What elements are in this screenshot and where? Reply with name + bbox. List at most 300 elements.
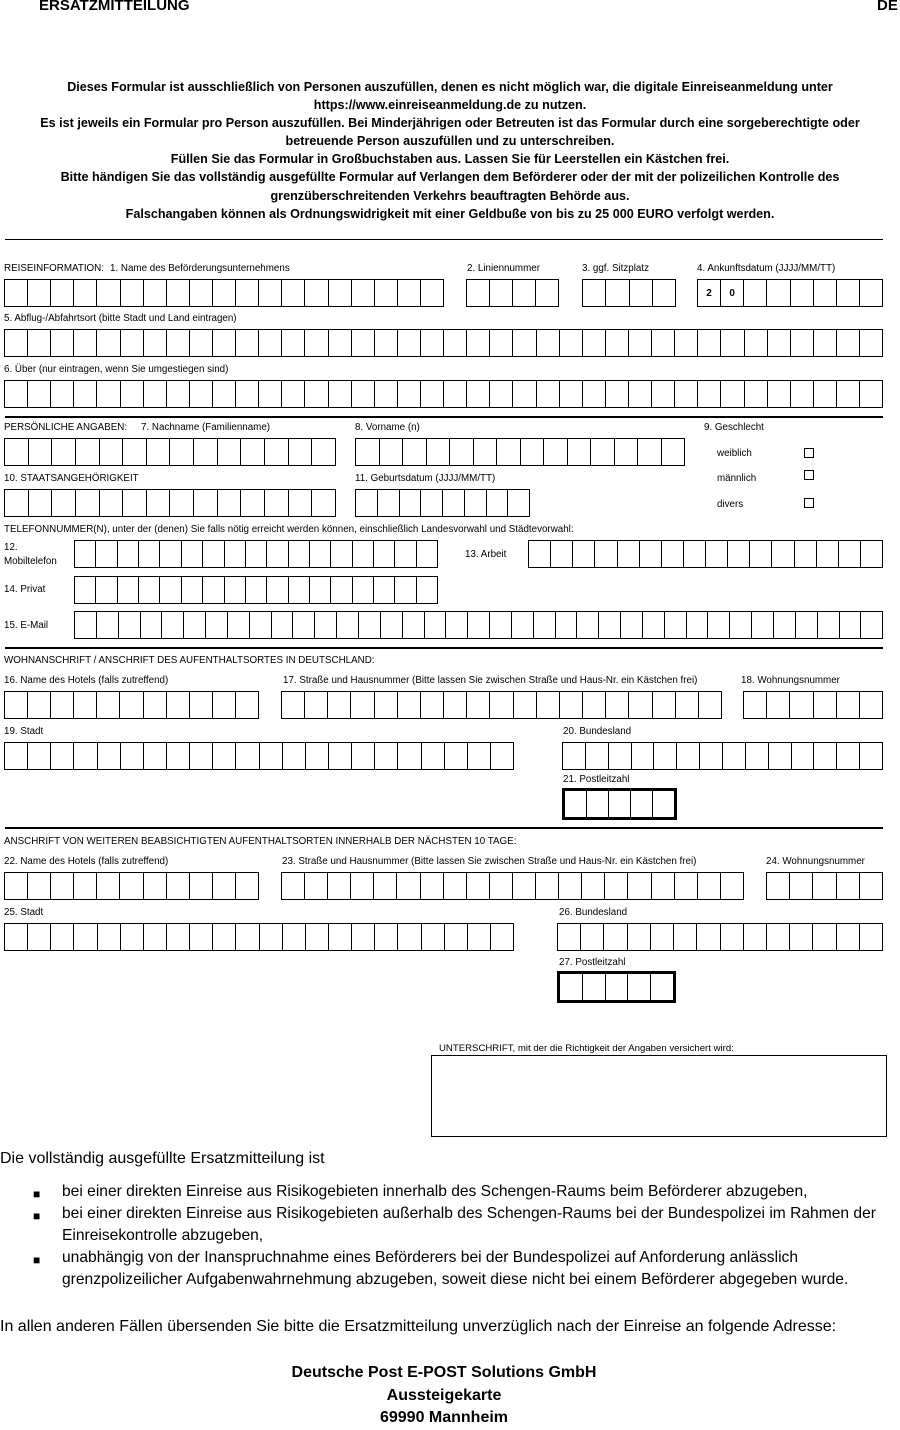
char-box[interactable] bbox=[398, 280, 421, 306]
char-box[interactable] bbox=[721, 873, 743, 899]
char-box[interactable] bbox=[795, 541, 817, 567]
city-2-input[interactable] bbox=[4, 923, 514, 951]
char-box[interactable] bbox=[265, 490, 289, 516]
char-box[interactable] bbox=[397, 873, 420, 899]
char-box[interactable] bbox=[730, 612, 752, 638]
char-box[interactable] bbox=[652, 330, 675, 356]
char-box[interactable] bbox=[609, 791, 631, 817]
char-box[interactable] bbox=[190, 280, 213, 306]
char-box[interactable] bbox=[190, 743, 213, 769]
char-box[interactable] bbox=[767, 692, 790, 718]
char-box[interactable] bbox=[583, 280, 606, 306]
char-box[interactable] bbox=[351, 873, 374, 899]
char-box[interactable] bbox=[700, 743, 723, 769]
char-box[interactable] bbox=[213, 743, 236, 769]
char-box[interactable] bbox=[861, 612, 882, 638]
char-box[interactable] bbox=[583, 330, 606, 356]
char-box[interactable] bbox=[837, 873, 860, 899]
char-box[interactable] bbox=[352, 280, 375, 306]
char-box[interactable] bbox=[618, 541, 640, 567]
char-box[interactable] bbox=[744, 280, 767, 306]
char-box[interactable] bbox=[374, 577, 395, 603]
char-box[interactable] bbox=[697, 924, 720, 950]
char-box[interactable] bbox=[595, 541, 617, 567]
char-box[interactable] bbox=[282, 692, 305, 718]
char-box[interactable] bbox=[750, 541, 772, 567]
char-box[interactable] bbox=[305, 873, 328, 899]
firstname-input[interactable] bbox=[355, 438, 685, 466]
char-box[interactable] bbox=[236, 692, 258, 718]
char-box[interactable] bbox=[5, 692, 28, 718]
char-box[interactable] bbox=[5, 330, 28, 356]
char-box[interactable] bbox=[74, 692, 97, 718]
char-box[interactable] bbox=[536, 873, 559, 899]
char-box[interactable] bbox=[267, 541, 288, 567]
char-box[interactable] bbox=[422, 924, 445, 950]
char-box[interactable] bbox=[118, 541, 139, 567]
char-box[interactable] bbox=[380, 439, 404, 465]
char-box[interactable] bbox=[746, 743, 769, 769]
char-box[interactable] bbox=[306, 743, 329, 769]
char-box[interactable] bbox=[537, 692, 560, 718]
char-box[interactable] bbox=[465, 490, 487, 516]
char-box[interactable] bbox=[790, 873, 813, 899]
char-box[interactable] bbox=[467, 280, 490, 306]
char-box[interactable] bbox=[417, 541, 437, 567]
char-box[interactable] bbox=[606, 692, 629, 718]
char-box[interactable] bbox=[446, 612, 468, 638]
char-box[interactable] bbox=[260, 743, 283, 769]
char-box[interactable] bbox=[241, 490, 265, 516]
char-box[interactable] bbox=[213, 330, 236, 356]
char-box[interactable] bbox=[236, 924, 259, 950]
char-box[interactable] bbox=[5, 873, 28, 899]
char-box[interactable] bbox=[604, 924, 627, 950]
char-box[interactable] bbox=[860, 330, 882, 356]
char-box[interactable] bbox=[74, 330, 97, 356]
char-box[interactable] bbox=[513, 381, 536, 407]
char-box[interactable] bbox=[52, 490, 76, 516]
char-box[interactable] bbox=[560, 381, 583, 407]
char-box[interactable] bbox=[305, 381, 328, 407]
char-box[interactable] bbox=[310, 541, 331, 567]
char-box[interactable] bbox=[329, 381, 352, 407]
char-box[interactable] bbox=[817, 541, 839, 567]
char-box[interactable] bbox=[629, 692, 652, 718]
char-box[interactable] bbox=[814, 330, 837, 356]
char-box[interactable] bbox=[814, 743, 837, 769]
char-box[interactable] bbox=[190, 381, 213, 407]
char-box[interactable] bbox=[356, 439, 380, 465]
char-box[interactable] bbox=[630, 280, 653, 306]
char-box[interactable] bbox=[194, 490, 218, 516]
char-box[interactable] bbox=[767, 873, 790, 899]
work-phone-input[interactable] bbox=[528, 540, 883, 568]
char-box[interactable] bbox=[860, 280, 882, 306]
char-box[interactable] bbox=[5, 490, 29, 516]
char-box[interactable] bbox=[813, 924, 836, 950]
char-box[interactable] bbox=[676, 692, 699, 718]
char-box[interactable] bbox=[351, 692, 374, 718]
char-box[interactable] bbox=[306, 924, 329, 950]
char-box[interactable] bbox=[606, 330, 629, 356]
char-box[interactable] bbox=[75, 577, 96, 603]
char-box[interactable] bbox=[675, 330, 698, 356]
char-box[interactable] bbox=[628, 873, 651, 899]
char-box[interactable] bbox=[444, 692, 467, 718]
char-box[interactable] bbox=[537, 381, 560, 407]
char-box[interactable] bbox=[767, 280, 790, 306]
state-input[interactable] bbox=[562, 742, 883, 770]
char-box[interactable] bbox=[560, 692, 583, 718]
char-box[interactable] bbox=[467, 330, 490, 356]
char-box[interactable] bbox=[529, 541, 551, 567]
char-box[interactable] bbox=[305, 280, 328, 306]
char-box[interactable] bbox=[721, 924, 744, 950]
char-box[interactable] bbox=[51, 692, 74, 718]
char-box[interactable] bbox=[329, 743, 352, 769]
char-box[interactable] bbox=[628, 924, 651, 950]
char-box[interactable] bbox=[144, 280, 167, 306]
char-box[interactable] bbox=[100, 490, 124, 516]
char-box[interactable] bbox=[653, 791, 674, 817]
char-box[interactable] bbox=[814, 381, 837, 407]
char-box[interactable] bbox=[491, 743, 513, 769]
char-box[interactable] bbox=[568, 439, 592, 465]
postcode-2-input[interactable] bbox=[557, 971, 676, 1003]
char-box[interactable] bbox=[687, 612, 709, 638]
char-box[interactable] bbox=[837, 692, 860, 718]
char-box[interactable] bbox=[5, 924, 28, 950]
char-box[interactable] bbox=[745, 381, 768, 407]
char-box[interactable] bbox=[840, 612, 862, 638]
char-box[interactable] bbox=[144, 924, 167, 950]
char-box[interactable] bbox=[790, 692, 813, 718]
hotel-name-2-input[interactable] bbox=[4, 872, 259, 900]
char-box[interactable] bbox=[675, 873, 698, 899]
char-box[interactable] bbox=[544, 439, 568, 465]
char-box[interactable] bbox=[536, 280, 558, 306]
char-box[interactable] bbox=[352, 743, 375, 769]
state-2-input[interactable] bbox=[557, 923, 883, 951]
char-box[interactable] bbox=[375, 924, 398, 950]
char-box[interactable] bbox=[147, 490, 171, 516]
char-box[interactable] bbox=[5, 280, 28, 306]
char-box[interactable] bbox=[744, 692, 767, 718]
char-box[interactable] bbox=[606, 381, 629, 407]
char-box[interactable] bbox=[213, 873, 236, 899]
char-box[interactable] bbox=[353, 541, 374, 567]
char-box[interactable] bbox=[282, 280, 305, 306]
char-box[interactable] bbox=[289, 439, 313, 465]
char-box[interactable] bbox=[289, 541, 310, 567]
char-box[interactable] bbox=[860, 692, 882, 718]
char-box[interactable] bbox=[121, 330, 144, 356]
char-box[interactable] bbox=[144, 873, 167, 899]
char-box[interactable] bbox=[75, 612, 97, 638]
char-box[interactable] bbox=[182, 577, 203, 603]
char-box[interactable] bbox=[744, 924, 767, 950]
char-box[interactable] bbox=[259, 381, 282, 407]
char-box[interactable] bbox=[497, 439, 521, 465]
char-box[interactable] bbox=[403, 612, 425, 638]
char-box[interactable] bbox=[352, 381, 375, 407]
char-box[interactable] bbox=[213, 692, 236, 718]
char-box[interactable] bbox=[203, 541, 224, 567]
char-box[interactable] bbox=[97, 330, 120, 356]
char-box[interactable] bbox=[265, 439, 289, 465]
char-box[interactable] bbox=[167, 873, 190, 899]
char-box[interactable] bbox=[628, 974, 651, 1000]
char-box[interactable] bbox=[421, 873, 444, 899]
char-box[interactable] bbox=[629, 381, 652, 407]
char-box[interactable] bbox=[51, 873, 74, 899]
char-box[interactable] bbox=[581, 924, 604, 950]
char-box[interactable] bbox=[699, 692, 721, 718]
char-box[interactable] bbox=[213, 924, 236, 950]
char-box[interactable] bbox=[374, 541, 395, 567]
char-box[interactable] bbox=[352, 330, 375, 356]
char-box[interactable] bbox=[468, 924, 491, 950]
char-box[interactable] bbox=[170, 490, 194, 516]
char-box[interactable] bbox=[228, 612, 250, 638]
char-box[interactable] bbox=[375, 381, 398, 407]
char-box[interactable] bbox=[421, 330, 444, 356]
nationality-input[interactable] bbox=[4, 489, 336, 517]
char-box[interactable] bbox=[246, 577, 267, 603]
char-box[interactable] bbox=[654, 743, 677, 769]
char-box[interactable] bbox=[236, 743, 259, 769]
char-box[interactable] bbox=[96, 577, 117, 603]
mobile-phone-input[interactable] bbox=[74, 540, 438, 568]
char-box[interactable] bbox=[605, 873, 628, 899]
char-box[interactable] bbox=[356, 490, 378, 516]
char-box[interactable] bbox=[425, 612, 447, 638]
char-box[interactable] bbox=[723, 743, 746, 769]
char-box[interactable] bbox=[632, 743, 655, 769]
char-box[interactable] bbox=[167, 924, 190, 950]
email-input[interactable] bbox=[74, 611, 883, 639]
char-box[interactable] bbox=[513, 330, 536, 356]
char-box[interactable] bbox=[190, 873, 213, 899]
departure-place-input[interactable] bbox=[4, 329, 883, 357]
char-box[interactable] bbox=[28, 330, 51, 356]
char-box[interactable] bbox=[474, 439, 498, 465]
char-box[interactable] bbox=[283, 924, 306, 950]
char-box[interactable] bbox=[167, 381, 190, 407]
char-box[interactable] bbox=[236, 330, 259, 356]
char-box[interactable] bbox=[184, 612, 206, 638]
gender-diverse-checkbox[interactable] bbox=[804, 498, 814, 508]
char-box[interactable] bbox=[586, 743, 609, 769]
char-box[interactable] bbox=[444, 873, 467, 899]
char-box[interactable] bbox=[491, 924, 513, 950]
char-box[interactable] bbox=[218, 439, 242, 465]
char-box[interactable] bbox=[606, 974, 629, 1000]
char-box[interactable] bbox=[445, 743, 468, 769]
char-box[interactable] bbox=[51, 330, 74, 356]
char-box[interactable] bbox=[403, 439, 427, 465]
gender-male-checkbox[interactable] bbox=[804, 470, 814, 480]
char-box[interactable] bbox=[167, 692, 190, 718]
char-box[interactable] bbox=[653, 692, 676, 718]
char-box[interactable] bbox=[444, 381, 467, 407]
char-box[interactable] bbox=[583, 381, 606, 407]
char-box[interactable] bbox=[559, 873, 582, 899]
char-box[interactable] bbox=[721, 330, 744, 356]
char-box[interactable] bbox=[203, 577, 224, 603]
char-box[interactable] bbox=[752, 612, 774, 638]
char-box[interactable] bbox=[675, 381, 698, 407]
char-box[interactable] bbox=[512, 612, 534, 638]
char-box[interactable] bbox=[5, 743, 28, 769]
char-box[interactable] bbox=[651, 924, 674, 950]
char-box[interactable] bbox=[398, 692, 421, 718]
char-box[interactable] bbox=[514, 692, 537, 718]
char-box[interactable] bbox=[120, 692, 143, 718]
char-box[interactable] bbox=[615, 439, 639, 465]
char-box[interactable] bbox=[421, 692, 444, 718]
char-box[interactable] bbox=[629, 330, 652, 356]
char-box[interactable] bbox=[422, 743, 445, 769]
char-box[interactable] bbox=[467, 873, 490, 899]
char-box[interactable] bbox=[282, 330, 305, 356]
char-box[interactable] bbox=[337, 612, 359, 638]
char-box[interactable] bbox=[123, 439, 147, 465]
char-box[interactable] bbox=[315, 612, 337, 638]
char-box[interactable] bbox=[97, 280, 120, 306]
char-box[interactable] bbox=[236, 381, 259, 407]
char-box[interactable] bbox=[282, 873, 305, 899]
char-box[interactable] bbox=[272, 612, 294, 638]
char-box[interactable] bbox=[467, 692, 490, 718]
char-box[interactable] bbox=[98, 743, 121, 769]
char-box[interactable] bbox=[791, 280, 814, 306]
char-box[interactable] bbox=[121, 280, 144, 306]
char-box[interactable] bbox=[225, 577, 246, 603]
char-box[interactable] bbox=[609, 743, 632, 769]
char-box[interactable] bbox=[329, 330, 352, 356]
char-box[interactable] bbox=[225, 541, 246, 567]
char-box[interactable] bbox=[144, 743, 167, 769]
char-box[interactable] bbox=[490, 381, 513, 407]
signature-field[interactable] bbox=[431, 1055, 887, 1137]
char-box[interactable] bbox=[721, 381, 744, 407]
gender-female-checkbox[interactable] bbox=[804, 448, 814, 458]
street-2-input[interactable] bbox=[281, 872, 744, 900]
char-box[interactable] bbox=[139, 541, 160, 567]
char-box[interactable] bbox=[74, 280, 97, 306]
char-box[interactable] bbox=[375, 743, 398, 769]
birthdate-input[interactable] bbox=[355, 489, 530, 517]
char-box[interactable] bbox=[52, 439, 76, 465]
char-box[interactable] bbox=[310, 577, 331, 603]
char-box[interactable] bbox=[51, 743, 74, 769]
char-box[interactable] bbox=[378, 490, 400, 516]
char-box[interactable] bbox=[267, 577, 288, 603]
char-box[interactable] bbox=[698, 381, 721, 407]
char-box[interactable] bbox=[375, 692, 398, 718]
char-box[interactable] bbox=[144, 692, 167, 718]
char-box[interactable] bbox=[443, 490, 465, 516]
char-box[interactable] bbox=[560, 974, 583, 1000]
char-box[interactable] bbox=[250, 612, 272, 638]
char-box[interactable] bbox=[444, 330, 467, 356]
char-box[interactable] bbox=[97, 692, 120, 718]
city-input[interactable] bbox=[4, 742, 514, 770]
char-box[interactable] bbox=[121, 381, 144, 407]
char-box[interactable] bbox=[651, 974, 673, 1000]
char-box[interactable] bbox=[375, 280, 398, 306]
char-box[interactable] bbox=[860, 381, 882, 407]
char-box[interactable] bbox=[305, 692, 328, 718]
char-box[interactable] bbox=[860, 743, 882, 769]
char-box[interactable] bbox=[652, 381, 675, 407]
char-box[interactable] bbox=[583, 974, 606, 1000]
char-box[interactable] bbox=[677, 743, 700, 769]
private-phone-input[interactable] bbox=[74, 576, 438, 604]
char-box[interactable] bbox=[74, 873, 97, 899]
char-box[interactable] bbox=[638, 439, 662, 465]
char-box[interactable] bbox=[818, 612, 840, 638]
char-box[interactable] bbox=[772, 541, 794, 567]
char-box[interactable] bbox=[144, 330, 167, 356]
char-box[interactable] bbox=[121, 924, 144, 950]
char-box[interactable] bbox=[74, 743, 97, 769]
char-box[interactable] bbox=[141, 612, 163, 638]
char-box[interactable] bbox=[190, 924, 213, 950]
char-box[interactable] bbox=[51, 381, 74, 407]
char-box[interactable] bbox=[698, 873, 721, 899]
char-box[interactable] bbox=[398, 330, 421, 356]
char-box[interactable] bbox=[305, 330, 328, 356]
char-box[interactable] bbox=[577, 612, 599, 638]
char-box[interactable] bbox=[75, 541, 96, 567]
char-box[interactable] bbox=[28, 743, 51, 769]
char-box[interactable] bbox=[28, 692, 51, 718]
char-box[interactable] bbox=[728, 541, 750, 567]
char-box[interactable] bbox=[289, 577, 310, 603]
hotel-name-input[interactable] bbox=[4, 691, 259, 719]
char-box[interactable] bbox=[167, 743, 190, 769]
char-box[interactable] bbox=[170, 439, 194, 465]
char-box[interactable] bbox=[490, 330, 513, 356]
char-box[interactable] bbox=[674, 924, 697, 950]
char-box[interactable] bbox=[167, 280, 190, 306]
char-box[interactable] bbox=[381, 612, 403, 638]
char-box[interactable] bbox=[329, 924, 352, 950]
char-box[interactable] bbox=[490, 280, 513, 306]
char-box[interactable] bbox=[792, 743, 815, 769]
char-box[interactable] bbox=[537, 330, 560, 356]
char-box[interactable] bbox=[398, 381, 421, 407]
char-box[interactable] bbox=[606, 280, 629, 306]
postcode-input[interactable] bbox=[562, 788, 677, 820]
char-box[interactable] bbox=[51, 924, 74, 950]
char-box[interactable] bbox=[139, 577, 160, 603]
char-box[interactable] bbox=[837, 743, 860, 769]
char-box[interactable] bbox=[259, 330, 282, 356]
char-box[interactable] bbox=[417, 577, 437, 603]
char-box[interactable] bbox=[652, 873, 675, 899]
char-box[interactable] bbox=[97, 873, 120, 899]
char-box[interactable] bbox=[796, 612, 818, 638]
char-box[interactable] bbox=[591, 439, 615, 465]
char-box[interactable] bbox=[837, 381, 860, 407]
char-box[interactable] bbox=[706, 541, 728, 567]
char-box[interactable] bbox=[282, 381, 305, 407]
char-box[interactable] bbox=[791, 381, 814, 407]
